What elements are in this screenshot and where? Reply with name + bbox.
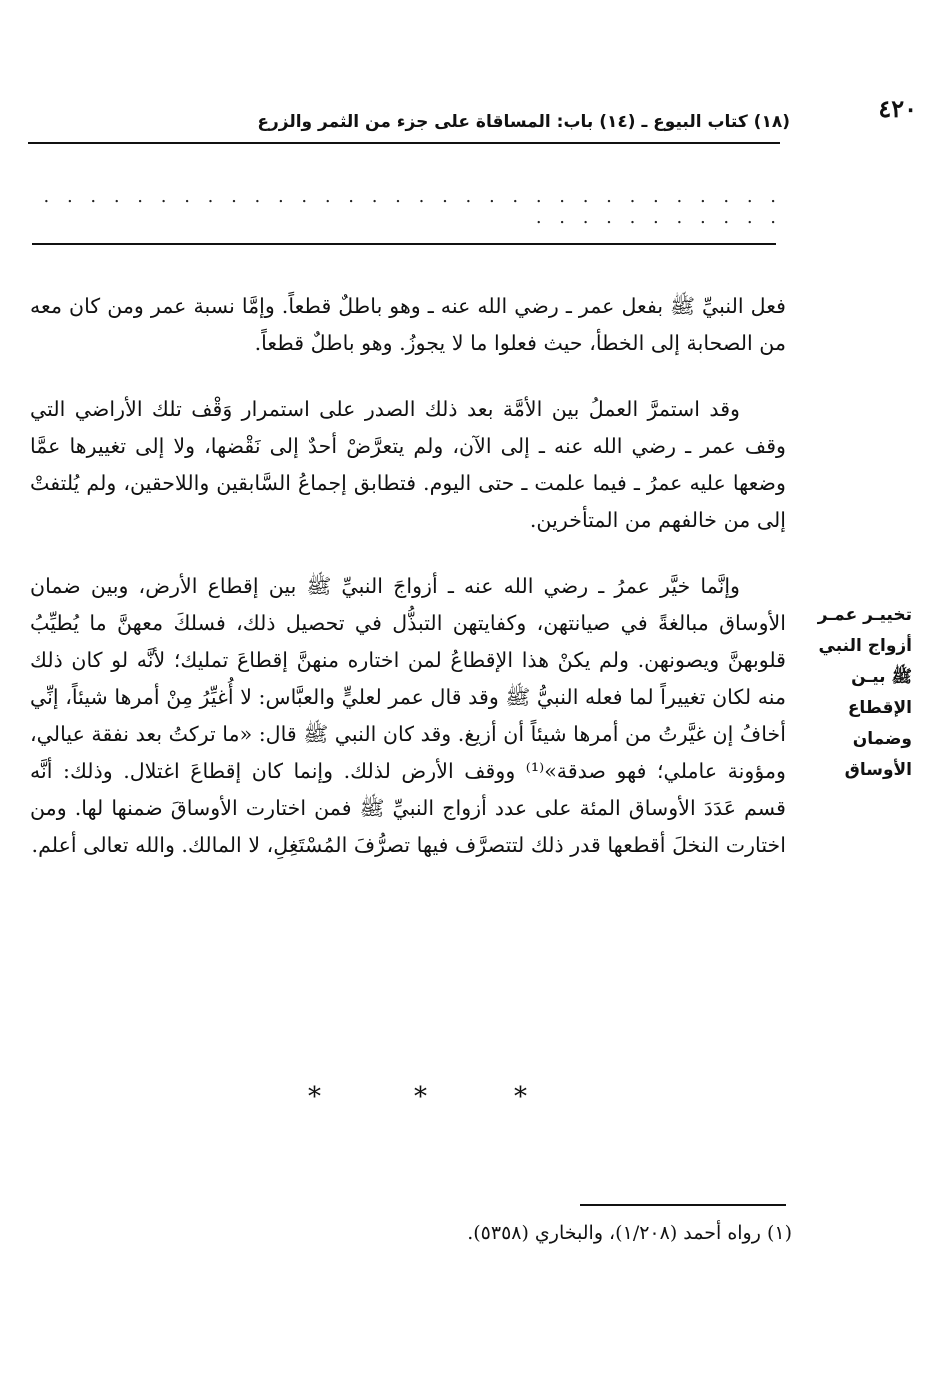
section-rule xyxy=(32,243,776,245)
header-rule xyxy=(28,142,780,144)
asterisk-1: * xyxy=(308,1082,321,1112)
section-divider xyxy=(280,1082,580,1112)
footnote-rule xyxy=(580,1204,786,1206)
footnote: (١) رواه أحمد (١/٢٠٨)، والبخاري (٥٣٥٨). xyxy=(467,1222,792,1244)
omission-dots: . . . . . . . . . . . . . . . . . . . . . . . . . . . . . . . . . . . . . . . . . . . xyxy=(43,186,782,228)
asterisk-3: * xyxy=(514,1082,527,1112)
paragraph-1: فعل النبيِّ ﷺ بفعل عمر ـ رضي الله عنه ـ وهو باطلٌ قطعاً. وإمَّا نسبة عمر ومن كان معه من الصحابة إلى الخطأ، حيث فعلوا ما لا يجوزُ. وهو باطلٌ قطعاً. xyxy=(30,294,786,355)
page-header xyxy=(28,94,917,138)
margin-note: تخييـر عمـر أزواج النبي ﷺ بيـن الإقطاع وضمان الأوساق xyxy=(817,605,912,780)
page-number: ٤٢٠ xyxy=(878,94,917,123)
main-text xyxy=(30,288,786,893)
running-head: (١٨) كتاب البيوع ـ (١٤) باب: المساقاة على جزء من الثمر والزرع xyxy=(257,112,790,132)
asterisk-2: * xyxy=(414,1082,427,1112)
paragraph-3: وإنَّما خيَّر عمرُ ـ رضي الله عنه ـ أزواجَ النبيِّ ﷺ بين إقطاع الأرض، وبين ضمان الأوساق مبالغةً في صيانتهن، وكفايتهن التبذُّل في تحصيل ذلك، فسلكَ معهنَّ ما يُطيِّبُ قلوبهنَّ ويصونهن. ولم يكنْ هذا الإقطاعُ لمن اختاره منهنَّ إقطاعَ تمليك؛ لأنَّه لو كان ذلك منه لكان تغييراً لما فعله النبيُّ ﷺ وقد قال عمر لعليٍّ والعبَّاس: لا أُغيِّرُ مِنْ أمرها شيئاً، إنِّي أخافُ إن غيَّرتُ من أمرها شيئاً أن أزيغ. وقد كان النبي ﷺ قال: «ما تركتُ بعد نفقة عيالي، ومؤونة عاملي؛ فهو صدقة»⁽¹⁾ ووقف الأرض لذلك. وإنما كان إقطاعَ اغتلال. وذلك: أنَّه قسم عَدَدَ الأوساق المئة على عدد أزواج النبيِّ ﷺ فمن اختارت الأوساقَ ضمنها لها. ومن اختارت النخلَ أقطعها قدر ذلك لتتصرَّف فيها تصرُّفَ المُسْتَغِلِ، لا المالك. والله تعالى أعلم. xyxy=(30,574,786,857)
paragraph-2: وقد استمرَّ العملُ بين الأمَّة بعد ذلك الصدر على استمرار وَقْف تلك الأراضي التي وقف عمر ـ رضي الله عنه ـ إلى الآن، ولم يتعرَّضْ أحدٌ إلى نَقْضها، ولا إلى تغييرها عمَّا وضعها عليه عمرُ ـ فيما علمت ـ حتى اليوم. فتطابق إجماعُ السَّابقين واللاحقين، ولم يُلتفتْ إلى من خالفهم من المتأخرين. xyxy=(30,397,786,532)
